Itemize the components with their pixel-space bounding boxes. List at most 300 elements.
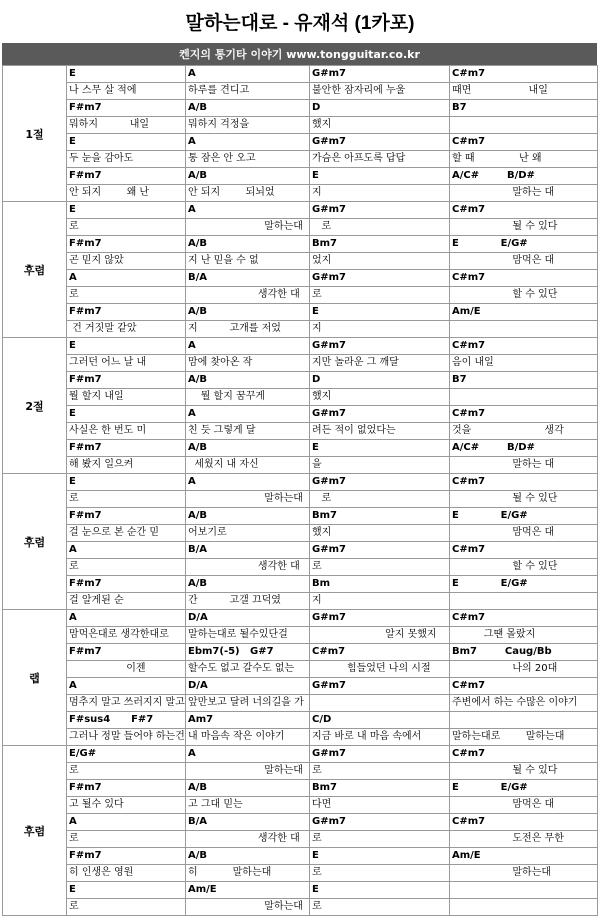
chord-row	[3, 882, 598, 899]
chord-row	[3, 100, 598, 117]
lyric-text: 로	[312, 289, 322, 300]
chord-cell	[310, 644, 450, 661]
lyric-cell	[186, 593, 310, 610]
chord-text: E	[69, 136, 76, 147]
chord-text: A	[69, 612, 77, 623]
lyric-text: 할 때 난 왜	[452, 153, 542, 164]
chord-text: F#sus4 F#7	[69, 714, 154, 725]
lyric-text: 해 봤지 일으켜	[69, 459, 134, 470]
chord-cell	[310, 848, 450, 865]
lyric-cell	[67, 865, 186, 882]
chord-cell	[310, 440, 450, 457]
chord-text: C#m7	[452, 680, 486, 691]
lyric-cell	[450, 423, 598, 440]
section-label: 후렴	[3, 746, 67, 916]
lyric-text: 뭘 할지 꿈꾸게	[188, 391, 266, 402]
chord-text: F#m7	[69, 850, 102, 861]
chord-cell	[450, 644, 598, 661]
lyric-text: 고 될수 있다	[69, 799, 124, 810]
chord-cell	[186, 474, 310, 491]
lyric-text: 맘에 찾아온 작	[188, 357, 253, 368]
chord-text: Bm7	[312, 238, 337, 249]
chord-text: A	[188, 136, 196, 147]
lyric-text: 될 수 있단	[452, 493, 558, 504]
chord-text: E E/G#	[452, 782, 528, 793]
lyric-cell	[186, 219, 310, 236]
lyric-text: 뭐하지 걱정을	[188, 119, 250, 130]
chord-text: F#m7	[69, 646, 102, 657]
lyric-cell	[67, 355, 186, 372]
lyric-cell	[310, 899, 450, 916]
chord-row	[3, 576, 598, 593]
lyric-text: 이젠	[69, 663, 146, 674]
lyric-text: 었지	[312, 255, 332, 266]
lyric-text: 했지	[312, 119, 332, 130]
lyric-cell	[310, 763, 450, 780]
chord-text: A/B	[188, 102, 208, 113]
lyric-cell	[450, 593, 598, 610]
lyric-text: 로	[69, 901, 79, 912]
chord-cell	[186, 712, 310, 729]
chord-text: C#m7	[452, 408, 486, 419]
lyric-row	[3, 729, 598, 746]
lyric-text: 지 난 믿을 수 없	[188, 255, 259, 266]
chord-text: E	[312, 170, 319, 181]
chord-cell	[186, 406, 310, 423]
lyric-text: 통 잠은 안 오고	[188, 153, 256, 164]
chord-cell	[450, 134, 598, 151]
chord-text: F#m7	[69, 374, 102, 385]
chord-text: G#m7	[312, 544, 346, 555]
chord-text: A/B	[188, 306, 208, 317]
chord-cell	[67, 542, 186, 559]
chord-cell	[67, 882, 186, 899]
lyric-cell	[310, 389, 450, 406]
lyric-cell	[186, 491, 310, 508]
lyric-cell	[450, 389, 598, 406]
chord-text: A/C# B/D#	[452, 170, 535, 181]
chord-text: G#m7	[312, 136, 346, 147]
chord-row	[3, 270, 598, 287]
lyric-cell	[186, 253, 310, 270]
lyric-cell	[450, 627, 598, 644]
chord-cell	[450, 202, 598, 219]
lyric-cell	[450, 763, 598, 780]
chord-text: F#m7	[69, 170, 102, 181]
chord-cell	[67, 270, 186, 287]
lyric-text: 말하는 대	[452, 459, 555, 470]
lyric-text: 지금 바로 내 마음 속에서	[312, 731, 422, 742]
lyric-text: 생각한 대	[188, 561, 300, 572]
chord-text: E	[312, 306, 319, 317]
chord-cell	[450, 406, 598, 423]
lyric-cell	[450, 457, 598, 474]
lyric-cell	[67, 559, 186, 576]
chord-cell	[67, 576, 186, 593]
chord-cell	[450, 814, 598, 831]
lyric-cell	[310, 559, 450, 576]
chord-cell	[450, 474, 598, 491]
chord-text: A/B	[188, 442, 208, 453]
lyric-cell	[310, 865, 450, 882]
chord-text: D	[312, 374, 321, 385]
chord-text: A	[188, 204, 196, 215]
lyric-row	[3, 287, 598, 304]
chord-cell	[67, 372, 186, 389]
lyric-text: 힘들었던 나의 시절	[312, 663, 431, 674]
lyric-cell	[67, 695, 186, 712]
chord-row	[3, 372, 598, 389]
chord-cell	[67, 610, 186, 627]
lyric-row	[3, 899, 598, 916]
chord-row	[3, 338, 598, 355]
lyric-row	[3, 83, 598, 100]
chord-text: D/A	[188, 612, 208, 623]
lyric-text: 말하는대	[188, 493, 303, 504]
lyric-row	[3, 831, 598, 848]
section-label: 2절	[3, 338, 67, 474]
lyric-text: 어보기로	[188, 527, 227, 538]
lyric-text: 할 수 있단	[452, 289, 558, 300]
lyric-text: 생각한 대	[188, 289, 300, 300]
lyric-text: 맘먹은 대	[452, 255, 555, 266]
chord-cell	[186, 848, 310, 865]
lyric-cell	[67, 151, 186, 168]
section-label: 후렴	[3, 474, 67, 610]
chord-text: A	[188, 748, 196, 759]
lyric-text: 뭘 할지 내일	[69, 391, 124, 402]
lyric-text: 히 인생은 영원	[69, 867, 134, 878]
chord-cell	[310, 474, 450, 491]
lyric-text: 내 마음속 작은 이야기	[188, 731, 285, 742]
chord-text: G#m7	[312, 476, 346, 487]
chord-text: B7	[452, 374, 467, 385]
chord-text: A/B	[188, 510, 208, 521]
lyric-cell	[450, 525, 598, 542]
lyric-cell	[310, 525, 450, 542]
chord-cell	[310, 270, 450, 287]
chord-row	[3, 644, 598, 661]
lyric-cell	[186, 117, 310, 134]
lyric-cell	[450, 797, 598, 814]
chord-text: A/B	[188, 578, 208, 589]
lyric-text: 걸 알게된 순	[69, 595, 124, 606]
chord-text: A/B	[188, 850, 208, 861]
lyric-row	[3, 593, 598, 610]
chord-row	[3, 780, 598, 797]
lyric-text: 할 수 있단	[452, 561, 558, 572]
chord-text: Ebm7(-5) G#7	[188, 646, 274, 657]
chord-cell	[310, 542, 450, 559]
chord-row	[3, 678, 598, 695]
section-label: 후렴	[3, 202, 67, 338]
chord-text: C#m7	[452, 476, 486, 487]
chord-text: Am/E	[452, 306, 481, 317]
chord-cell	[450, 780, 598, 797]
chord-cell	[67, 508, 186, 525]
lyric-text: 지	[312, 323, 322, 334]
chord-row	[3, 202, 598, 219]
lyric-row	[3, 559, 598, 576]
lyric-row	[3, 661, 598, 678]
chord-cell	[310, 508, 450, 525]
chord-cell	[450, 508, 598, 525]
lyric-text: 했지	[312, 527, 332, 538]
lyric-cell	[67, 763, 186, 780]
chord-text: E	[69, 340, 76, 351]
lyric-cell	[450, 865, 598, 882]
chord-cell	[67, 168, 186, 185]
lyric-text: 될 수 있다	[452, 221, 558, 232]
lyric-cell	[310, 593, 450, 610]
lyric-cell	[450, 287, 598, 304]
lyric-text: 걸 눈으로 본 순간 믿	[69, 527, 159, 538]
lyric-text: 맘먹은 대	[452, 799, 555, 810]
chord-row	[3, 542, 598, 559]
chord-cell	[450, 236, 598, 253]
lyric-cell	[67, 389, 186, 406]
lyric-text: 로	[69, 765, 79, 776]
lyric-row	[3, 525, 598, 542]
chord-text: C#m7	[452, 544, 486, 555]
lyric-row	[3, 321, 598, 338]
chord-cell	[450, 304, 598, 321]
lyric-cell	[186, 729, 310, 746]
chord-cell	[310, 66, 450, 83]
chord-text: A	[69, 680, 77, 691]
chord-text: A	[69, 272, 77, 283]
lyric-text: 지 고개를 저었	[188, 323, 281, 334]
lyric-row	[3, 253, 598, 270]
lyric-cell	[67, 525, 186, 542]
lyric-text: 말하는대	[188, 765, 303, 776]
chord-text: C#m7	[452, 612, 486, 623]
chord-cell	[186, 338, 310, 355]
lyric-cell	[310, 491, 450, 508]
chord-cell	[450, 882, 598, 899]
chord-text: A	[188, 408, 196, 419]
chord-text: A	[69, 544, 77, 555]
chord-text: B/A	[188, 544, 208, 555]
lyric-cell	[67, 593, 186, 610]
chord-text: G#m7	[312, 816, 346, 827]
chord-cell	[310, 202, 450, 219]
chord-cell	[450, 440, 598, 457]
chord-text: G#m7	[312, 68, 346, 79]
lyric-cell	[450, 661, 598, 678]
lyric-cell	[450, 355, 598, 372]
chord-row	[3, 848, 598, 865]
chord-row	[3, 610, 598, 627]
lyric-cell	[450, 185, 598, 202]
chord-cell	[186, 202, 310, 219]
lyric-cell	[450, 831, 598, 848]
chord-cell	[67, 848, 186, 865]
lyric-cell	[450, 899, 598, 916]
lyric-cell	[310, 627, 450, 644]
lyric-text: 맘먹은 대	[452, 527, 555, 538]
section-label: 1절	[3, 66, 67, 202]
chord-text: Am7	[188, 714, 214, 725]
lyric-cell	[310, 151, 450, 168]
lyric-cell	[450, 117, 598, 134]
chord-cell	[186, 814, 310, 831]
lyric-cell	[310, 321, 450, 338]
lyric-cell	[186, 831, 310, 848]
chord-cell	[450, 168, 598, 185]
chord-cell	[67, 678, 186, 695]
chord-text: Am/E	[452, 850, 481, 861]
lyric-text: 로	[312, 221, 332, 232]
chord-cell	[450, 746, 598, 763]
lyric-row	[3, 695, 598, 712]
lyric-cell	[310, 219, 450, 236]
lyric-text: 히 말하는대	[188, 867, 272, 878]
lyric-cell	[67, 423, 186, 440]
lyric-text: 로	[69, 493, 79, 504]
chord-text: B7	[452, 102, 467, 113]
chord-cell	[67, 134, 186, 151]
chord-text: F#m7	[69, 442, 102, 453]
lyric-cell	[67, 627, 186, 644]
chord-text: A/B	[188, 782, 208, 793]
chord-table	[2, 65, 598, 916]
chord-cell	[186, 66, 310, 83]
lyric-cell	[186, 457, 310, 474]
chord-text: Bm7 Caug/Bb	[452, 646, 552, 657]
chord-text: Bm7	[312, 782, 337, 793]
chord-cell	[450, 66, 598, 83]
lyric-text: 지만 놀라운 그 깨달	[312, 357, 399, 368]
chord-cell	[67, 644, 186, 661]
chord-text: G#m7	[312, 680, 346, 691]
chord-text: E	[312, 884, 319, 895]
chord-text: E	[312, 442, 319, 453]
lyric-text: 친 듯 그렇게 달	[188, 425, 256, 436]
lyric-text: 로	[312, 765, 322, 776]
lyric-text: 려든 적이 없었다는	[312, 425, 396, 436]
chord-text: G#m7	[312, 748, 346, 759]
chord-row	[3, 406, 598, 423]
lyric-text: 사실은 한 번도 미	[69, 425, 147, 436]
chord-cell	[67, 474, 186, 491]
lyric-cell	[186, 355, 310, 372]
chord-text: Am/E	[188, 884, 217, 895]
lyric-text: 음이 내일	[452, 357, 494, 368]
lyric-text: 할수도 없고 갈수도 없는	[188, 663, 295, 674]
lyric-cell	[450, 83, 598, 100]
lyric-cell	[186, 865, 310, 882]
lyric-cell	[450, 559, 598, 576]
lyric-text: 말하는대로 될수있단걸	[188, 629, 288, 640]
chord-text: C#m7	[452, 272, 486, 283]
lyric-text: 것을 생각	[452, 425, 564, 436]
chord-cell	[67, 780, 186, 797]
lyric-cell	[450, 729, 598, 746]
chord-cell	[310, 678, 450, 695]
chord-cell	[186, 780, 310, 797]
lyric-cell	[186, 185, 310, 202]
lyric-text: 간 고갤 끄덕였	[188, 595, 281, 606]
chord-cell	[450, 712, 598, 729]
chord-cell	[186, 644, 310, 661]
lyric-cell	[67, 899, 186, 916]
lyric-text: 그땐 몰랐지	[452, 629, 536, 640]
lyric-cell	[67, 661, 186, 678]
lyric-text: 로	[312, 561, 322, 572]
lyric-cell	[450, 491, 598, 508]
section-label: 랩	[3, 610, 67, 746]
lyric-text: 앞만보고 달려 너의길을 가	[188, 697, 304, 708]
chord-cell	[310, 780, 450, 797]
chord-cell	[310, 814, 450, 831]
lyric-text: 때면 내일	[452, 85, 548, 96]
chord-text: A	[69, 816, 77, 827]
lyric-row	[3, 185, 598, 202]
chord-text: C/D	[312, 714, 332, 725]
lyric-cell	[310, 253, 450, 270]
lyric-text: 건 거짓말 같았	[69, 323, 137, 334]
chord-cell	[67, 66, 186, 83]
lyric-text: 맘먹은대로 생각한대로	[69, 629, 169, 640]
lyric-text: 안 되지 되뇌었	[188, 187, 275, 198]
lyric-text: 그러나 정말 들어야 하는건	[69, 731, 185, 742]
lyric-text: 하루를 견디고	[188, 85, 250, 96]
lyric-row	[3, 219, 598, 236]
lyric-text: 두 눈을 감아도	[69, 153, 134, 164]
chord-cell	[310, 610, 450, 627]
chord-text: C#m7	[452, 204, 486, 215]
chord-cell	[450, 610, 598, 627]
lyric-text: 안 되지 왜 난	[69, 187, 150, 198]
lyric-cell	[67, 797, 186, 814]
lyric-cell	[310, 117, 450, 134]
chord-text: G#m7	[312, 204, 346, 215]
lyric-text: 말하는대로 말하는대	[452, 731, 565, 742]
lyric-cell	[310, 695, 450, 712]
chord-text: C#m7	[312, 646, 346, 657]
lyric-cell	[310, 729, 450, 746]
chord-cell	[450, 848, 598, 865]
lyric-text: 나의 20대	[452, 663, 558, 674]
lyric-text: 로	[69, 289, 79, 300]
lyric-text: 말하는대	[188, 221, 303, 232]
lyric-cell	[186, 695, 310, 712]
lyric-cell	[186, 559, 310, 576]
lyric-row	[3, 117, 598, 134]
lyric-cell	[186, 151, 310, 168]
chord-row	[3, 236, 598, 253]
lyric-cell	[67, 729, 186, 746]
chord-cell	[67, 338, 186, 355]
chord-text: E	[69, 476, 76, 487]
lyric-cell	[67, 491, 186, 508]
chord-text: G#m7	[312, 340, 346, 351]
lyric-text: 고 그대 믿는	[188, 799, 243, 810]
chord-text: A/B	[188, 170, 208, 181]
chord-cell	[67, 440, 186, 457]
chord-cell	[310, 236, 450, 253]
lyric-text: 로	[69, 221, 79, 232]
lyric-text: 불안한 잠자리에 누울	[312, 85, 406, 96]
lyric-cell	[450, 695, 598, 712]
lyric-row	[3, 865, 598, 882]
lyric-row	[3, 763, 598, 780]
lyric-text: 로	[312, 867, 322, 878]
chord-cell	[186, 542, 310, 559]
chord-cell	[67, 100, 186, 117]
chord-cell	[186, 270, 310, 287]
